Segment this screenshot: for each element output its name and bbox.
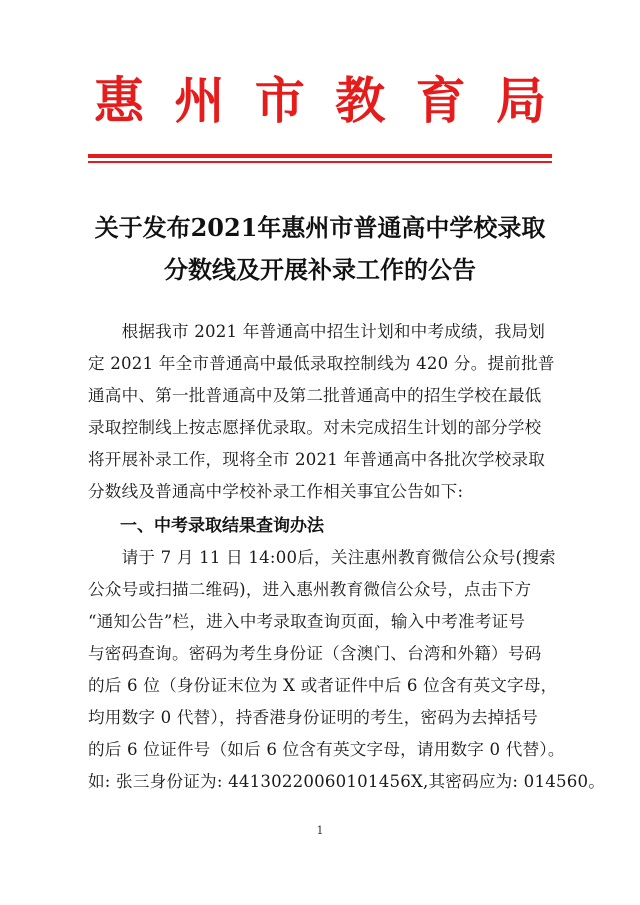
paragraph-line: 的后 6 位（身份证末位为 X 或者证件中后 6 位含有英文字母， [88, 676, 558, 695]
paragraph-line: 录取控制线上按志愿择优录取。对未完成招生计划的部分学校 [88, 418, 542, 437]
section-heading: 一、中考录取结果查询办法 [120, 516, 324, 536]
paragraph-line: 如: 张三身份证为: 44130220060101456X,其密码应为: 014560。 [88, 772, 606, 791]
header-char: 市 [254, 71, 305, 130]
paragraph-line: 的后 6 位证件号（如后 6 位含有英文字母，请用数字 0 代替）。 [88, 740, 565, 759]
paragraph-line: 定 2021 年全市普通高中最低录取控制线为 420 分。提前批普 [88, 354, 555, 373]
paragraph-line: 均用数字 0 代替），持香港身份证明的考生，密码为去掉括号 [88, 708, 539, 727]
paragraph-line: 分数线及普通高中学校补录工作相关事宜公告如下: [88, 482, 464, 501]
header-rule-thin [88, 161, 552, 163]
header-char: 教 [335, 71, 386, 130]
issuer-header [88, 70, 552, 132]
header-char: 惠 [94, 71, 144, 130]
paragraph-line: 根据我市 2021 年普通高中招生计划和中考成绩，我局划 [88, 322, 546, 341]
paragraph-line: 将开展补录工作，现将全市 2021 年普通高中各批次学校录取 [88, 450, 546, 469]
document-title-line-2: 分数线及开展补录工作的公告 [164, 255, 476, 284]
header-char: 局 [495, 71, 546, 130]
header-char: 州 [174, 71, 225, 130]
paragraph-line: 请于 7 月 11 日 14:00后，关注惠州教育微信公众号(搜索 [88, 548, 556, 567]
page-number: 1 [316, 824, 324, 837]
paragraph-line: “通知公告”栏，进入中考录取查询页面，输入中考准考证号 [88, 612, 526, 631]
paragraph-line: 通高中、第一批普通高中及第二批普通高中的招生学校在最低 [88, 386, 542, 405]
paragraph-line: 公众号或扫描二维码)，进入惠州教育微信公众号，点击下方 [88, 580, 532, 599]
header-rule-thick [88, 154, 552, 158]
paragraph-line: 与密码查询。密码为考生身份证（含澳门、台湾和外籍）号码 [88, 644, 542, 663]
document-title-line-1: 关于发布2021年惠州市普通高中学校录取 [94, 213, 546, 242]
header-char: 育 [415, 71, 466, 130]
